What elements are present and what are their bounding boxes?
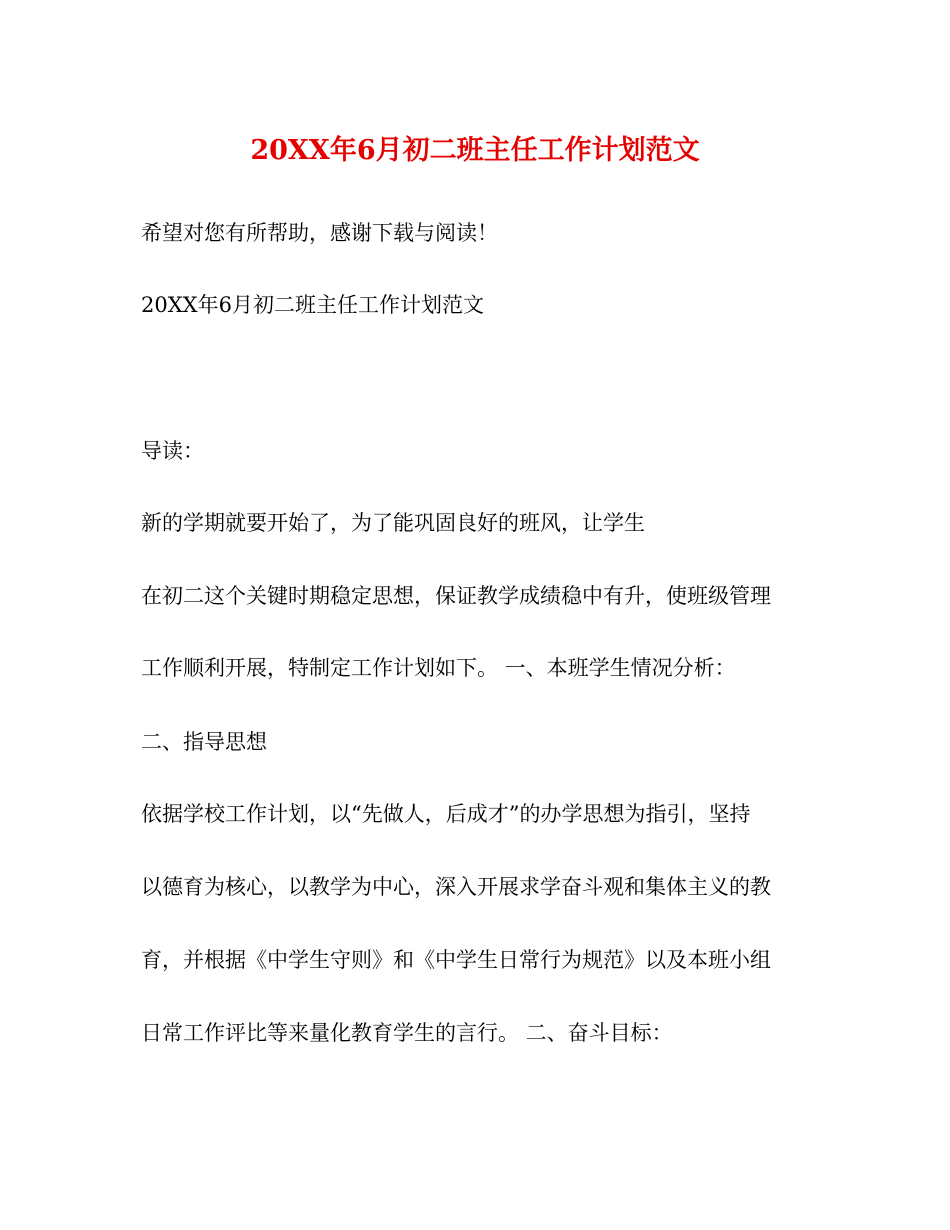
guide-heading: 导读： (141, 439, 204, 463)
body-line: 新的学期就要开始了，为了能巩固良好的班风，让学生 (141, 511, 645, 535)
body-line: 育，并根据《中学生守则》和《中学生日常行为规范》以及本班小组 (141, 948, 771, 972)
body-line: 以德育为核心，以教学为中心，深入开展求学奋斗观和集体主义的教 (141, 875, 771, 899)
intro-thanks-line: 希望对您有所帮助，感谢下载与阅读！ (141, 221, 498, 245)
document-title: 20XX年6月初二班主任工作计划范文 (250, 135, 700, 166)
body-line: 日常工作评比等来量化教育学生的言行。 二、奋斗目标： (141, 1021, 673, 1045)
body-line: 工作顺利开展，特制定工作计划如下。 一、本班学生情况分析： (141, 656, 736, 680)
body-line: 在初二这个关键时期稳定思想，保证教学成绩稳中有升，使班级管理 (141, 584, 771, 608)
body-line: 依据学校工作计划，以“先做人，后成才”的办学思想为指引，坚持 (141, 802, 751, 826)
subtitle-line: 20XX年6月初二班主任工作计划范文 (141, 293, 484, 317)
section-heading: 二、指导思想 (141, 730, 267, 754)
